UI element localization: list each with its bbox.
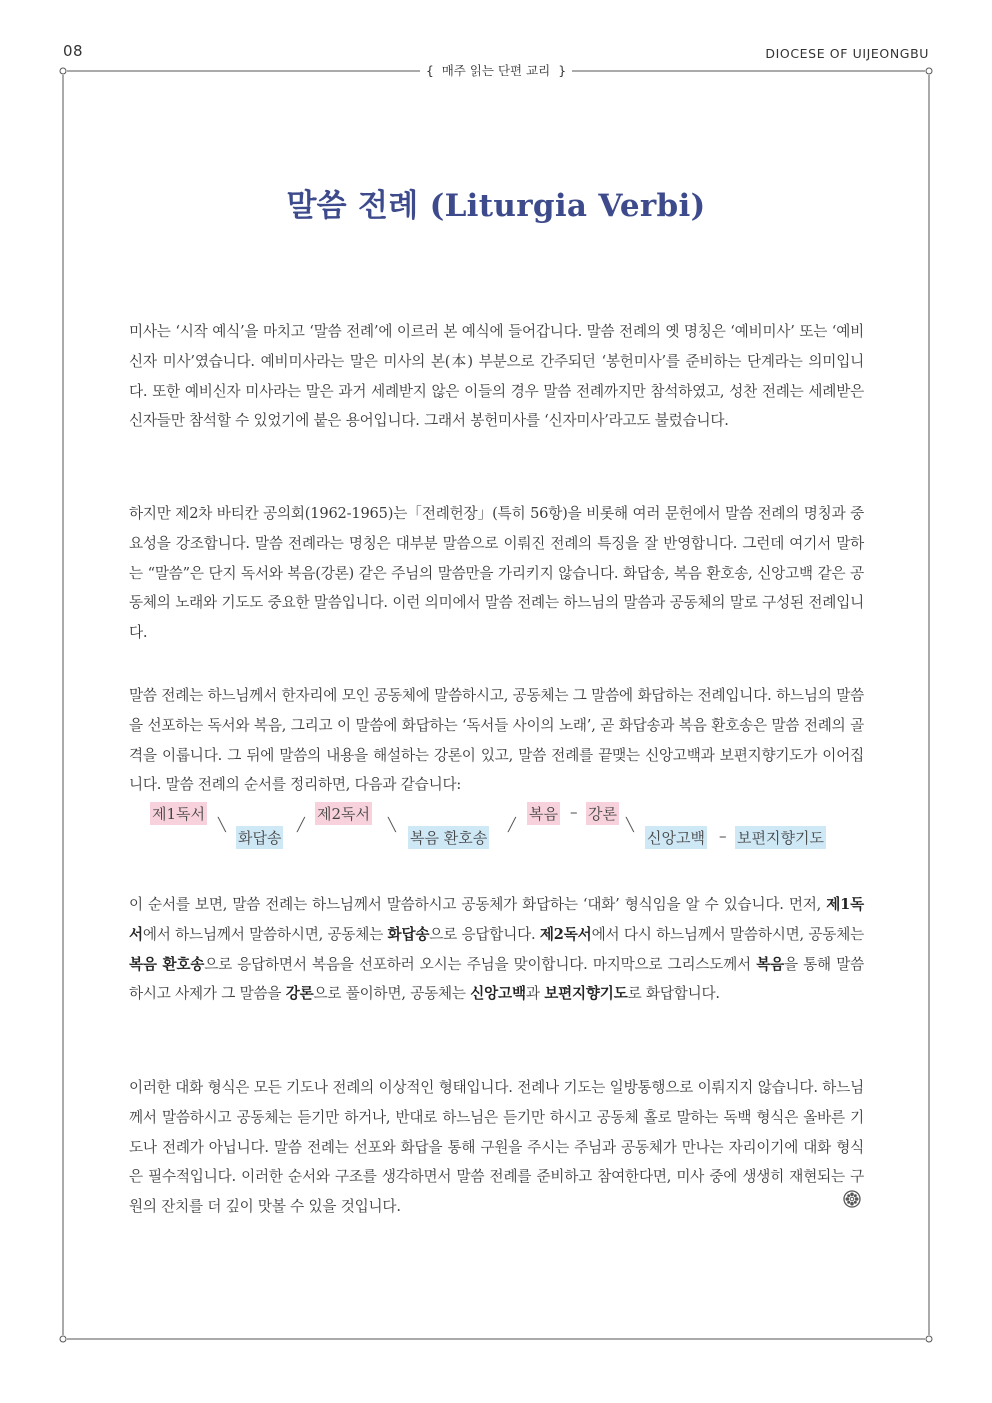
p4-text-7: 으로 풀이하면, 공동체는 <box>313 985 471 1003</box>
seq-arrow-up-2: ╱ <box>508 818 516 833</box>
p4-term-psalm: 화답송 <box>387 925 430 943</box>
seq-first-reading: 제1독서 <box>150 802 207 825</box>
seq-arrow-down-3: ╲ <box>626 818 634 833</box>
p4-term-creed: 신앙고백 <box>470 985 526 1003</box>
series-title <box>418 63 574 78</box>
page-number: 08 <box>63 42 84 60</box>
p4-text-1: 이 순서를 보면, 말씀 전례는 하느님께서 말씀하시고 공동체가 화답하는 ‘대화’ 형식임을 알 수 있습니다. 먼저, <box>129 896 827 913</box>
seq-universal-prayer: 보편지향기도 <box>735 826 826 849</box>
p4-text-2: 에서 하느님께서 말씀하시면, 공동체는 <box>142 925 388 943</box>
bracket-left: { <box>425 63 434 78</box>
seq-dash-1: – <box>570 803 578 821</box>
paragraph-3: 말씀 전례는 하느님께서 한자리에 모인 공동체에 말씀하시고, 공동체는 그 말씀에 화답하는 전례입니다. 하느님의 말씀을 선포하는 독서와 복음, 그리고 이 말씀에 화답하는 ‘독서들 사이의 노래’, 곧 화답송과 복음 환호송은 말씀 전례의 골격을 이룹니다. 그 뒤에 말씀의 내용을 해설하는 강론이 있고, 말씀 전례를 끝맺는 신앙고백과 보편지향기도가 이어집니다. 말씀 전례의 순서를 정리하면, 다음과 같습니다: <box>129 687 864 794</box>
page-title: 말씀 전례 (Liturgia Verbi) <box>286 188 706 224</box>
p4-term-universal-prayer: 보편지향기도 <box>544 985 628 1003</box>
p4-text-3: 으로 응답합니다. <box>429 925 540 943</box>
paragraph-2: 하지만 제2차 바티칸 공의회(1962-1965)는「전례헌장」(특히 56항)을 비롯해 여러 문헌에서 말씀 전례의 명칭과 중요성을 강조합니다. 말씀 전례라는 명칭은 대부분 말씀으로 이뤄진 전례의 특징을 잘 반영합니다. 그런데 여기서 말하는 “말씀”은 단지 독서와 복음(강론) 같은 주님의 말씀만을 가리키지 않습니다. 화답송, 복음 환호송, 신앙고백 같은 공동체의 노래와 기도도 중요한 말씀입니다. 이런 의미에서 말씀 전례는 하느님의 말씀과 공동체의 말로 구성된 전례입니다. <box>129 505 864 642</box>
p4-text-4: 에서 다시 하느님께서 말씀하시면, 공동체는 <box>591 925 864 943</box>
series-title-text: 매주 읽는 단편 교리 <box>441 63 551 78</box>
p4-text-8: 과 <box>525 985 545 1003</box>
frame-corner-br <box>926 1336 932 1342</box>
p4-text-5: 으로 응답하면서 복음을 선포하러 오시는 주님을 맞이합니다. 마지막으로 그리스도께서 <box>204 955 757 973</box>
seq-second-reading: 제2독서 <box>315 802 372 825</box>
seq-homily: 강론 <box>586 802 619 825</box>
series-title-bar <box>0 61 992 79</box>
p4-term-acclamation: 복음 환호송 <box>129 955 205 973</box>
seq-psalm: 화답송 <box>236 826 283 849</box>
bracket-right: } <box>558 63 567 78</box>
paragraph-5: 이러한 대화 형식은 모든 기도나 전례의 이상적인 형태입니다. 전례나 기도는 일방통행으로 이뤄지지 않습니다. 하느님께서 말씀하시고 공동체는 듣기만 하거나, 반대로 하느님은 듣기만 하시고 공동체 홀로 말하는 독백 형식은 올바른 기도나 전례가 아닙니다. 말씀 전례는 선포와 화답을 통해 구원을 주시는 주님과 공동체가 만나는 자리이기에 대화 형식은 필수적입니다. 이러한 순서와 구조를 생각하면서 말씀 전례를 준비하고 참여한다면, 미사 중에 생생히 재현되는 구원의 잔치를 더 깊이 맛볼 수 있을 것입니다. <box>129 1079 864 1216</box>
p4-text-6: 을 통해 말씀하시고 사제가 그 말씀을 <box>129 955 864 1003</box>
seq-gospel-acclamation: 복음 환호송 <box>408 826 489 849</box>
seq-dash-2: – <box>719 827 727 845</box>
p4-term-first-reading: 제1독서 <box>129 896 864 943</box>
p4-text-9: 로 화답합니다. <box>627 985 720 1003</box>
p4-term-second-reading: 제2독서 <box>539 925 592 943</box>
p4-term-gospel: 복음 <box>756 955 784 973</box>
seq-arrow-down-2: ╲ <box>388 818 396 833</box>
end-mark-icon <box>843 1190 861 1208</box>
p4-term-homily: 강론 <box>285 985 314 1003</box>
seq-arrow-down-1: ╲ <box>218 818 226 833</box>
seq-gospel: 복음 <box>527 802 560 825</box>
frame-corner-bl <box>60 1336 66 1342</box>
paragraph-4 <box>129 890 864 1009</box>
diocese-name: DIOCESE OF UIJEONGBU <box>765 46 929 61</box>
seq-arrow-up-1: ╱ <box>297 818 305 833</box>
paragraph-1: 미사는 ‘시작 예식’을 마치고 ‘말씀 전례’에 이르러 본 예식에 들어갑니다. 말씀 전례의 옛 명칭은 ‘예비미사’ 또는 ‘예비신자 미사’였습니다. 예비미사라는 말은 미사의 본(本) 부분으로 간주되던 ‘봉헌미사’를 준비하는 단계라는 의미입니다. 또한 예비신자 미사라는 말은 과거 세례받지 않은 이들의 경우 말씀 전례까지만 참석하였고, 성찬 전례는 세례받은 신자들만 참석할 수 있었기에 붙은 용어입니다. 그래서 봉헌미사를 ‘신자미사’라고도 불렀습니다. <box>129 323 864 430</box>
seq-creed: 신앙고백 <box>645 826 707 849</box>
